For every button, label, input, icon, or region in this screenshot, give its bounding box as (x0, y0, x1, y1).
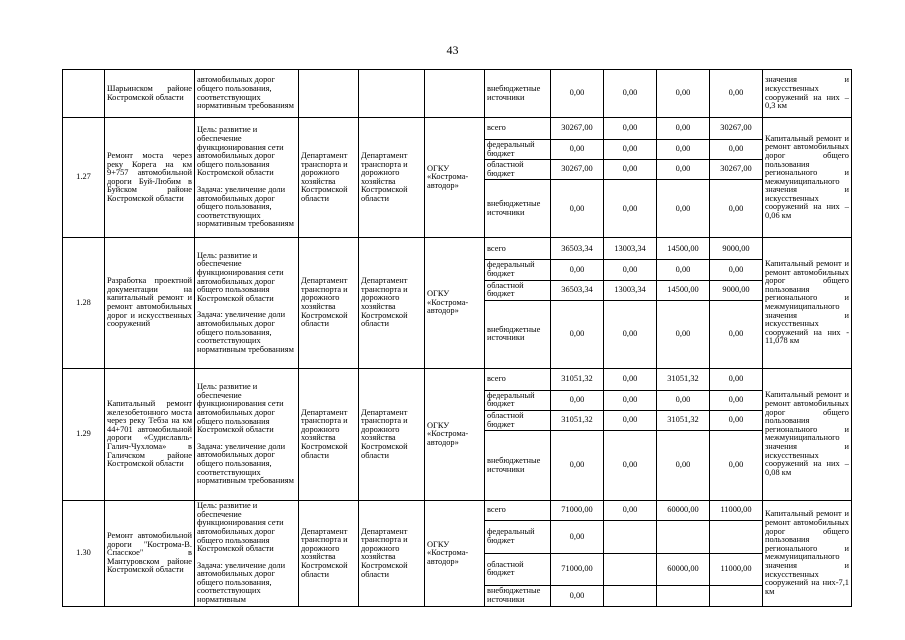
funding-value: 30267,00 (710, 118, 763, 140)
row-number: 1.30 (63, 501, 105, 607)
executor-department: Департамент транспорта и дорожного хозяйства Костромской области (359, 501, 425, 607)
funding-value (657, 521, 710, 553)
expected-result: значения и искусственных сооружений на них – 0,3 км (763, 70, 852, 118)
funding-value: 71000,00 (551, 553, 604, 585)
page-number: 43 (446, 43, 459, 57)
funding-source: всего (485, 118, 551, 140)
activity-name: Капитальный ремонт железобетонного моста через реку Тебза на км 44+701 автомобильной дороги «Судиславль-Галич-Чухлома» в Галичском районе Костромской области (105, 368, 195, 500)
funding-value: 14500,00 (657, 238, 710, 260)
executor-department: Департамент транспорта и дорожного хозяйства Костромской области (359, 118, 425, 238)
goal-task-cell (195, 238, 299, 368)
funding-value: 71000,00 (551, 501, 604, 521)
funding-value: 0,00 (604, 410, 657, 430)
executor-department: Департамент транспорта и дорожного хозяйства Костромской области (359, 368, 425, 500)
funding-value: 0,00 (551, 300, 604, 368)
funding-value: 60000,00 (657, 501, 710, 521)
funding-value: 0,00 (551, 390, 604, 410)
funding-value (710, 586, 763, 606)
funding-source: внебюджетные источники (485, 70, 551, 118)
funding-value: 0,00 (604, 368, 657, 390)
funding-source: внебюджетные источники (485, 431, 551, 501)
activity-name: Ремонт моста через реку Корега на км 9+757 автомобильной дороги Буй-Любим в Буйском районе Костромской области (105, 118, 195, 238)
goal-text: Цель: развитие и обеспечение функционирования сети автомобильных дорог общего пользования Костромской области (197, 125, 284, 178)
funding-value: 0,00 (710, 410, 763, 430)
funding-source: областной бюджет (485, 160, 551, 180)
task-text: автомобильных дорог общего пользования, соответствующих нормативным требованиям (197, 75, 294, 111)
row-number: 1.27 (63, 118, 105, 238)
responsible-department: Департамент транспорта и дорожного хозяйства Костромской области (299, 238, 359, 368)
funding-value: 0,00 (657, 118, 710, 140)
goal-task-cell (195, 501, 299, 607)
contractor (425, 70, 485, 118)
funding-value: 0,00 (604, 300, 657, 368)
funding-value: 0,00 (551, 586, 604, 606)
contractor: ОГКУ «Кострома-автодор» (425, 368, 485, 500)
funding-value: 60000,00 (657, 553, 710, 585)
funding-value: 0,00 (604, 431, 657, 501)
funding-value: 0,00 (604, 140, 657, 160)
funding-value: 0,00 (604, 390, 657, 410)
task-text: Задача: увеличение доли автомобильных дорог общего пользования, соответствующих нормативным требованиям (197, 184, 294, 229)
activity-name: Разработка проектной документации на капитальный ремонт и ремонт автомобильных дорог и искусственных сооружений (105, 238, 195, 368)
row-number (63, 70, 105, 118)
funding-value: 0,00 (710, 70, 763, 118)
funding-source: федеральный бюджет (485, 140, 551, 160)
funding-value: 0,00 (604, 180, 657, 238)
funding-value: 0,00 (657, 390, 710, 410)
funding-value: 0,00 (604, 160, 657, 180)
expected-result: Капитальный ремонт и ремонт автомобильных дорог общего пользования регионального и межмуниципального значения и искусственных сооружений на них - 11,078 км (763, 238, 852, 368)
contractor: ОГКУ «Кострома-автодор» (425, 501, 485, 607)
funding-value: 13003,34 (604, 280, 657, 300)
responsible-department: Департамент транспорта и дорожного хозяйства Костромской области (299, 368, 359, 500)
funding-value: 0,00 (657, 140, 710, 160)
funding-value: 0,00 (551, 521, 604, 553)
funding-value: 0,00 (604, 118, 657, 140)
funding-value: 36503,34 (551, 280, 604, 300)
funding-value: 0,00 (657, 431, 710, 501)
funding-value: 0,00 (710, 180, 763, 238)
funding-source: всего (485, 238, 551, 260)
funding-value: 0,00 (710, 300, 763, 368)
funding-value: 0,00 (710, 140, 763, 160)
funding-value: 31051,32 (657, 410, 710, 430)
goal-text: Цель: развитие и обеспечение функционирования сети автомобильных дорог общего пользования Костромской области (197, 382, 284, 435)
funding-source: федеральный бюджет (485, 260, 551, 280)
expected-result: Капитальный ремонт и ремонт автомобильных дорог общего пользования регионального и межмуниципального значения и искусственных сооружений на них-7,1 км (763, 501, 852, 607)
executor-department: Департамент транспорта и дорожного хозяйства Костромской области (359, 238, 425, 368)
table-row (63, 70, 852, 118)
goal-text: Цель: развитие и обеспечение функционирования сети автомобильных дорог общего пользования Костромской области (197, 501, 284, 554)
funding-value: 0,00 (657, 160, 710, 180)
responsible-department (299, 70, 359, 118)
funding-value: 31051,32 (657, 368, 710, 390)
funding-value: 0,00 (657, 180, 710, 238)
executor-department (359, 70, 425, 118)
contractor: ОГКУ «Кострома-автодор» (425, 238, 485, 368)
program-activities-table (62, 69, 852, 607)
funding-value: 30267,00 (710, 160, 763, 180)
funding-value (710, 521, 763, 553)
task-text: Задача: увеличение доли автомобильных дорог общего пользования, соответствующих нормативным (197, 560, 286, 605)
task-text: Задача: увеличение доли автомобильных дорог общего пользования, соответствующих нормативным требованиям (197, 310, 294, 354)
funding-source: внебюджетные источники (485, 300, 551, 368)
row-number: 1.29 (63, 368, 105, 500)
funding-value (604, 521, 657, 553)
task-text: Задача: увеличение доли автомобильных дорог общего пользования, соответствующих нормативным требованиям (197, 441, 294, 486)
activity-name: Ремонт автомобильной дороги "Кострома-В. Спасское" в Мантуровском районе Костромской области (105, 501, 195, 607)
goal-text: Цель: развитие и обеспечение функционирования сети автомобильных дорог общего пользования Костромской области (197, 250, 284, 303)
funding-value: 0,00 (551, 140, 604, 160)
funding-value (604, 586, 657, 606)
funding-value: 9000,00 (710, 280, 763, 300)
funding-source: федеральный бюджет (485, 521, 551, 553)
funding-value: 0,00 (657, 70, 710, 118)
table-row (63, 501, 852, 521)
expected-result: Капитальный ремонт и ремонт автомобильных дорог общего пользования регионального и межмуниципального значения и искусственных сооружений на них – 0,06 км (763, 118, 852, 238)
funding-value: 0,00 (710, 390, 763, 410)
funding-value: 31051,32 (551, 410, 604, 430)
funding-source: федеральный бюджет (485, 390, 551, 410)
funding-value: 0,00 (551, 260, 604, 280)
funding-value: 13003,34 (604, 238, 657, 260)
funding-value: 0,00 (710, 431, 763, 501)
funding-value (657, 586, 710, 606)
funding-value: 30267,00 (551, 118, 604, 140)
funding-value: 0,00 (710, 368, 763, 390)
funding-value: 11000,00 (710, 501, 763, 521)
responsible-department: Департамент транспорта и дорожного хозяйства Костромской области (299, 501, 359, 607)
funding-value: 0,00 (604, 501, 657, 521)
row-number: 1.28 (63, 238, 105, 368)
funding-value: 31051,32 (551, 368, 604, 390)
responsible-department: Департамент транспорта и дорожного хозяйства Костромской области (299, 118, 359, 238)
funding-value: 0,00 (604, 70, 657, 118)
funding-value: 14500,00 (657, 280, 710, 300)
funding-source: областной бюджет (485, 280, 551, 300)
goal-task-cell (195, 368, 299, 500)
funding-source: областной бюджет (485, 553, 551, 585)
funding-value: 0,00 (657, 300, 710, 368)
funding-value: 36503,34 (551, 238, 604, 260)
goal-task-cell (195, 70, 299, 118)
funding-source: всего (485, 368, 551, 390)
table-row (63, 368, 852, 390)
funding-value: 0,00 (551, 70, 604, 118)
funding-value: 0,00 (604, 260, 657, 280)
funding-source: внебюджетные источники (485, 180, 551, 238)
goal-task-cell (195, 118, 299, 238)
funding-source: всего (485, 501, 551, 521)
funding-value: 0,00 (551, 180, 604, 238)
funding-value: 0,00 (551, 431, 604, 501)
funding-value: 9000,00 (710, 238, 763, 260)
funding-value: 0,00 (710, 260, 763, 280)
funding-value: 30267,00 (551, 160, 604, 180)
table-row (63, 118, 852, 140)
expected-result: Капитальный ремонт и ремонт автомобильных дорог общего пользования регионального и межмуниципального значения и искусственных сооружений на них – 0,08 км (763, 368, 852, 500)
contractor: ОГКУ «Кострома-автодор» (425, 118, 485, 238)
funding-value (604, 553, 657, 585)
table-row (63, 238, 852, 260)
funding-source: внебюджетные источники (485, 586, 551, 606)
activity-name: Шарьинском районе Костромской области (105, 70, 195, 118)
funding-value: 0,00 (657, 260, 710, 280)
funding-value: 11000,00 (710, 553, 763, 585)
funding-source: областной бюджет (485, 410, 551, 430)
